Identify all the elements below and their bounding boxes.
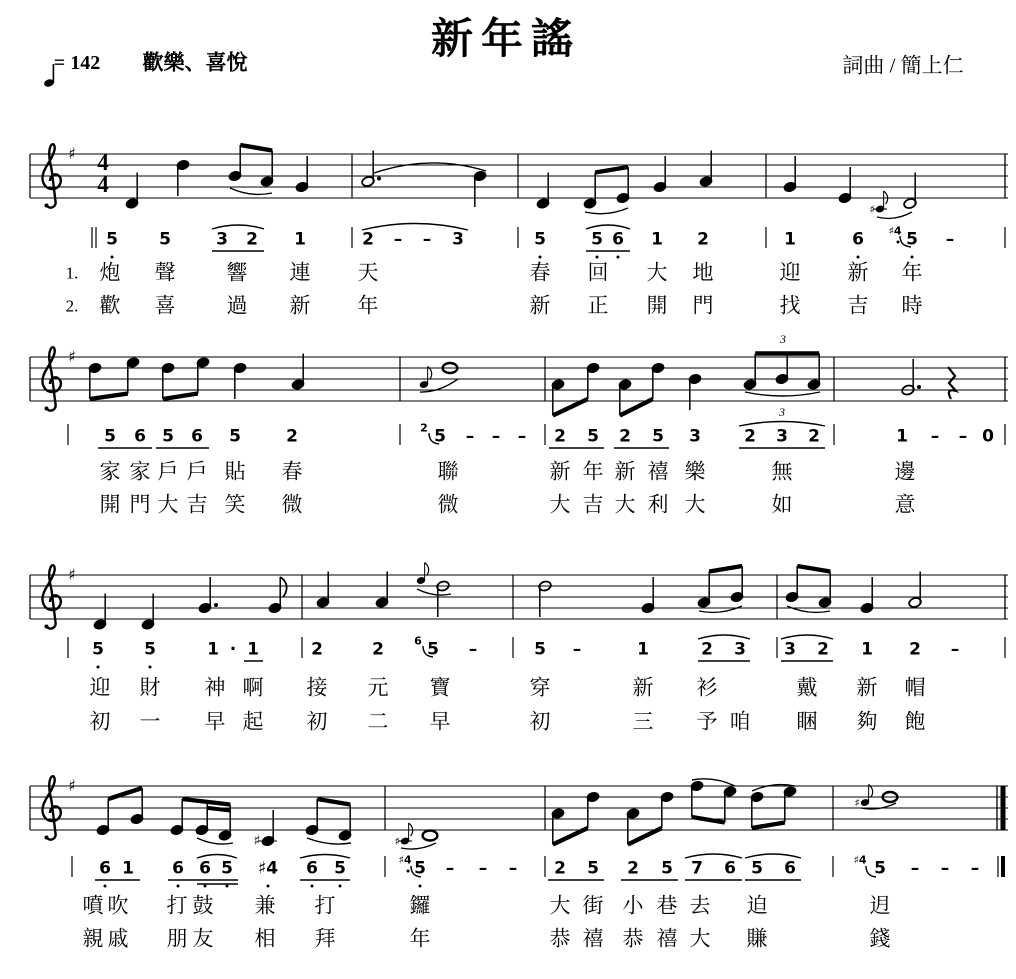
lyric-syllable: 恭	[622, 926, 644, 951]
lyric-syllable: 大	[157, 492, 179, 517]
lyric-syllable: 無	[771, 459, 793, 484]
treble-clef	[45, 836, 49, 840]
lyric-syllable: 拜	[314, 926, 336, 951]
lyric-syllable: 家	[99, 459, 121, 484]
jianpu-number: 3	[784, 639, 796, 660]
lyric-syllable: 大	[684, 492, 706, 517]
lyric-syllable: 財	[139, 675, 161, 700]
jianpu-grace-number: ♯4	[398, 853, 412, 867]
jianpu-number: 2	[627, 858, 639, 879]
grace-note	[420, 381, 429, 389]
lyric-syllable: 戚	[107, 926, 129, 951]
jianpu-number: 6	[172, 858, 184, 879]
key-signature-sharp: ♯	[68, 144, 76, 163]
lyric-syllable: 回	[587, 260, 609, 285]
beam	[163, 394, 198, 400]
lyric-syllable: 年	[901, 260, 923, 285]
jianpu-number: 1	[896, 426, 908, 447]
lyric-syllable: 夠	[856, 709, 878, 734]
jianpu-number: 6	[724, 858, 736, 879]
jianpu-number: 6	[784, 858, 796, 879]
jianpu-number: –	[393, 229, 403, 250]
lyric-syllable: 打	[166, 893, 188, 918]
octave-dot	[149, 666, 152, 669]
lyric-syllable: 新	[632, 675, 654, 700]
jianpu-number: 5	[221, 858, 233, 879]
jianpu-number: –	[950, 639, 960, 660]
lyric-syllable: 貼	[224, 459, 246, 484]
jianpu-slur	[586, 225, 630, 229]
lyric-syllable: 錢	[869, 926, 891, 951]
beam	[90, 394, 128, 400]
lyric-syllable: 家	[129, 459, 151, 484]
lyric-syllable: 地	[692, 260, 714, 285]
jianpu-number: 2	[697, 229, 709, 250]
octave-dot	[911, 256, 914, 259]
jianpu-number: 2	[554, 426, 566, 447]
lyric-syllable: 二	[367, 709, 389, 734]
jianpu-number: 5	[229, 426, 241, 447]
jianpu-number: –	[970, 858, 980, 879]
composer-credit: 詞曲 / 簡上仁	[842, 53, 964, 78]
whole-note	[423, 831, 438, 841]
jianpu-number: –	[422, 229, 432, 250]
key-signature-sharp: ♯	[68, 565, 76, 584]
jianpu-number: 5	[652, 426, 664, 447]
jianpu-slur	[781, 635, 833, 639]
treble-clef	[45, 407, 49, 411]
eighth-flag	[280, 577, 286, 597]
lyric-syllable: 去	[689, 893, 711, 918]
lyric-syllable: 笑	[224, 492, 246, 517]
sharp-accidental: ♯	[869, 203, 875, 216]
jianpu-number: 5	[906, 229, 918, 250]
lyric-syllable: 初	[306, 709, 328, 734]
grace-note	[417, 577, 426, 585]
lyric-syllable: 春	[529, 260, 551, 285]
jianpu-number: 5	[587, 426, 599, 447]
jianpu-number: 5	[661, 858, 673, 879]
jianpu-number: 2	[619, 426, 631, 447]
lyric-syllable: 開	[646, 293, 668, 318]
octave-dot	[407, 870, 410, 873]
octave-dot	[311, 885, 314, 888]
lyric-syllable: 微	[437, 492, 459, 517]
key-signature-sharp: ♯	[68, 347, 76, 366]
jianpu-slur	[745, 854, 801, 858]
jianpu-number: 1	[637, 639, 649, 660]
lyric-syllable: 吹	[107, 893, 129, 918]
jianpu-number: 6	[191, 426, 203, 447]
lyric-syllable: 喜	[154, 293, 176, 318]
jianpu-number: 2	[246, 229, 258, 250]
time-signature: 4	[97, 172, 109, 197]
lyric-syllable: 親	[82, 926, 104, 951]
jianpu-number: ·	[229, 639, 237, 660]
slur	[585, 208, 628, 214]
lyric-syllable: 歡	[99, 293, 121, 318]
jianpu-number: 2	[701, 639, 713, 660]
lyric-syllable: 門	[129, 492, 151, 517]
jianpu-grace-number: ♯4	[853, 853, 867, 867]
jianpu-number: 2	[286, 426, 298, 447]
jianpu-number: 2	[362, 229, 374, 250]
jianpu-number: 1	[207, 639, 219, 660]
octave-dot	[204, 885, 207, 888]
lyric-syllable: 禧	[647, 459, 669, 484]
jianpu-number: –	[478, 858, 488, 879]
jianpu-number: 1	[294, 229, 306, 250]
jianpu-slur	[212, 225, 264, 229]
lyric-syllable: 邊	[894, 459, 916, 484]
page-title: 新年謠	[430, 17, 582, 63]
jianpu-number: 5	[434, 426, 446, 447]
grace-note	[861, 799, 870, 807]
jianpu-number: 6	[306, 858, 318, 879]
jianpu-number: ♯4	[257, 858, 279, 879]
lyric-syllable: 時	[901, 293, 923, 318]
lyric-syllable: 迫	[746, 893, 768, 918]
jianpu-number: –	[508, 858, 518, 879]
treble-clef	[45, 204, 49, 208]
lyric-syllable: 新	[529, 293, 551, 318]
lyric-syllable: 小	[622, 893, 644, 918]
lyric-syllable: 鼓	[192, 893, 214, 918]
jianpu-number: 2	[554, 858, 566, 879]
lyric-syllable: 連	[289, 260, 311, 285]
lyric-syllable: 穿	[529, 675, 551, 700]
jianpu-number: 1	[861, 639, 873, 660]
octave-dot	[226, 885, 229, 888]
jianpu-grace-number: 2	[420, 421, 428, 435]
lyric-syllable: 新	[289, 293, 311, 318]
lyric-syllable: 聲	[154, 260, 176, 285]
jianpu-number: –	[945, 229, 955, 250]
lyric-syllable: 迎	[89, 675, 111, 700]
lyric-syllable: 聯	[437, 459, 459, 484]
jianpu-number: –	[910, 858, 920, 879]
treble-clef	[45, 625, 49, 629]
jianpu-number: 2	[744, 426, 756, 447]
jianpu-number: 2	[372, 639, 384, 660]
jianpu-number: 6	[852, 229, 864, 250]
beam	[752, 823, 785, 829]
lyric-syllable: 利	[647, 492, 669, 517]
lyric-syllable: 春	[281, 459, 303, 484]
jianpu-number: 5	[159, 229, 171, 250]
lyric-syllable: 迌	[869, 893, 891, 918]
tempo-marking: = 142	[53, 52, 101, 74]
lyric-syllable: 大	[549, 492, 571, 517]
jianpu-slur	[685, 854, 742, 858]
lyric-syllable: 啊	[242, 675, 264, 700]
jianpu-slur	[197, 855, 237, 859]
beam	[207, 808, 230, 811]
octave-dot	[177, 885, 180, 888]
lyric-syllable: 衫	[696, 675, 718, 700]
octave-dot	[596, 256, 599, 259]
lyric-syllable: 接	[306, 675, 328, 700]
jianpu-number: –	[517, 426, 527, 447]
octave-dot	[104, 885, 107, 888]
jianpu-number: 5	[414, 858, 426, 879]
lyric-syllable: 大	[646, 260, 668, 285]
jianpu-number: 5	[874, 858, 886, 879]
slur	[877, 212, 912, 218]
augmentation-dot	[214, 603, 218, 607]
lyric-syllable: 戴	[796, 675, 818, 700]
jianpu-number: 1	[651, 229, 663, 250]
jianpu-number: 3	[216, 229, 228, 250]
lyric-syllable: 飽	[904, 709, 926, 734]
octave-dot	[857, 256, 860, 259]
key-signature-sharp: ♯	[68, 776, 76, 795]
jianpu-number: 0	[982, 426, 994, 447]
jianpu-number: 6	[99, 858, 111, 879]
lyric-syllable: 戶	[186, 459, 208, 484]
jianpu-number: 5	[162, 426, 174, 447]
lyric-syllable: 意	[894, 492, 916, 517]
tuplet-number: 3	[780, 332, 786, 346]
beam	[709, 566, 742, 572]
tuplet-number: 3	[779, 405, 785, 419]
jianpu-number: 3	[689, 426, 701, 447]
octave-dot	[617, 256, 620, 259]
beam	[692, 817, 725, 823]
jianpu-number: –	[572, 639, 582, 660]
jianpu-number: 5	[534, 639, 546, 660]
jianpu-number: 6	[612, 229, 624, 250]
lyric-syllable: 大	[614, 492, 636, 517]
octave-dot	[897, 241, 900, 244]
lyric-syllable: 迎	[779, 260, 801, 285]
lyric-syllable: 賺	[746, 926, 768, 951]
lyric-syllable: 咱	[729, 709, 751, 734]
octave-dot	[97, 666, 100, 669]
jianpu-number: –	[940, 858, 950, 879]
slur	[745, 392, 820, 396]
octave-dot	[111, 256, 114, 259]
jianpu-number: 5	[104, 426, 116, 447]
lyric-syllable: 吉	[582, 492, 604, 517]
slur	[230, 188, 272, 194]
lyric-syllable: 門	[692, 293, 714, 318]
lyric-syllable: 新	[847, 260, 869, 285]
lyric-syllable: 寶	[429, 675, 451, 700]
jianpu-slur	[739, 422, 825, 427]
grace-flag	[425, 563, 429, 576]
jianpu-number: 6	[134, 426, 146, 447]
jianpu-number: 5	[427, 639, 439, 660]
lyric-syllable: 元	[367, 675, 389, 700]
lyric-syllable: 大	[689, 926, 711, 951]
lyric-syllable: 鑼	[409, 893, 431, 918]
lyric-syllable: 睏	[796, 709, 818, 734]
jianpu-grace-number: 6	[414, 634, 422, 648]
jianpu-number: 7	[691, 858, 703, 879]
lyric-syllable: 樂	[684, 459, 706, 484]
lyric-syllable: 如	[771, 492, 793, 517]
lyric-syllable: 新	[549, 459, 571, 484]
jianpu-number: 2	[817, 639, 829, 660]
jianpu-number: 5	[591, 229, 603, 250]
lyric-syllable: 恭	[549, 926, 571, 951]
augmentation-dot	[377, 177, 381, 181]
beam	[182, 799, 230, 805]
augmentation-dot	[917, 385, 921, 389]
jianpu-number: –	[930, 426, 940, 447]
beam	[595, 167, 628, 173]
jianpu-number: 1	[122, 858, 134, 879]
lyric-syllable: 正	[587, 293, 609, 318]
verse-number: 2.	[65, 296, 79, 316]
lyric-syllable: 年	[357, 293, 379, 318]
lyric-syllable: 神	[204, 675, 226, 700]
jianpu-number: 1	[247, 639, 259, 660]
lyric-syllable: 三	[632, 709, 654, 734]
jianpu-number: 1	[784, 229, 796, 250]
octave-dot	[539, 256, 542, 259]
jianpu-number: 5	[106, 229, 118, 250]
lyric-syllable: 初	[529, 709, 551, 734]
jianpu-number: –	[958, 426, 968, 447]
beam	[317, 799, 350, 805]
quarter-rest	[948, 367, 956, 399]
lyric-syllable: 兼	[254, 893, 276, 918]
lyric-syllable: 打	[314, 893, 336, 918]
beam	[240, 145, 272, 151]
jianpu-number: 6	[199, 858, 211, 879]
jianpu-number: 2	[311, 639, 323, 660]
lyric-syllable: 開	[99, 492, 121, 517]
lyric-syllable: 微	[281, 492, 303, 517]
jianpu-number: 2	[808, 426, 820, 447]
lyric-syllable: 禧	[582, 926, 604, 951]
octave-dot	[339, 885, 342, 888]
jianpu-number: 5	[92, 639, 104, 660]
lyric-syllable: 起	[242, 709, 264, 734]
jianpu-number: –	[491, 426, 501, 447]
jianpu-number: 5	[751, 858, 763, 879]
lyric-syllable: 相	[254, 926, 276, 951]
jianpu-number: 5	[334, 858, 346, 879]
jianpu-number: 3	[452, 229, 464, 250]
lyric-syllable: 響	[226, 260, 248, 285]
jianpu-number: 5	[587, 858, 599, 879]
lyric-syllable: 年	[582, 459, 604, 484]
lyric-syllable: 予	[696, 709, 718, 734]
sharp-accidental: ♯	[394, 835, 400, 848]
lyric-syllable: 巷	[656, 893, 678, 918]
lyric-syllable: 初	[89, 709, 111, 734]
lyric-syllable: 吉	[847, 293, 869, 318]
mood-text: 歡樂、喜悅	[142, 50, 248, 75]
lyric-syllable: 吉	[186, 492, 208, 517]
beam	[797, 566, 830, 572]
lyric-syllable: 新	[856, 675, 878, 700]
jianpu-grace-number: ♯4	[888, 224, 902, 238]
lyric-syllable: 友	[192, 926, 214, 951]
lyric-syllable: 炮	[99, 260, 121, 285]
lyric-syllable: 帽	[904, 675, 926, 700]
lyric-syllable: 早	[204, 709, 226, 734]
jianpu-number: 2	[909, 639, 921, 660]
lyric-syllable: 禧	[656, 926, 678, 951]
lyric-syllable: 街	[582, 893, 604, 918]
octave-dot	[267, 885, 270, 888]
jianpu-number: –	[465, 426, 475, 447]
sharp-accidental: ♯	[253, 833, 261, 849]
jianpu-number: –	[468, 639, 478, 660]
octave-dot	[419, 885, 422, 888]
lyric-syllable: 戶	[157, 459, 179, 484]
lyric-syllable: 一	[139, 709, 161, 734]
lyric-syllable: 早	[429, 709, 451, 734]
jianpu-number: 3	[734, 639, 746, 660]
lyric-syllable: 新	[614, 459, 636, 484]
verse-number: 1.	[65, 263, 79, 283]
jianpu-number: 3	[776, 426, 788, 447]
jianpu-slur	[698, 635, 750, 639]
lyric-syllable: 天	[357, 260, 379, 285]
jianpu-slur	[300, 855, 350, 859]
jianpu-number: 5	[534, 229, 546, 250]
lyric-syllable: 年	[409, 926, 431, 951]
jianpu-number: –	[445, 858, 455, 879]
time-signature: 4	[97, 150, 109, 175]
lyric-syllable: 噴	[82, 893, 104, 918]
lyric-syllable: 朋	[166, 926, 188, 951]
lyric-syllable: 過	[226, 293, 248, 318]
jianpu-number: 5	[144, 639, 156, 660]
lyric-syllable: 大	[549, 893, 571, 918]
lyric-syllable: 找	[779, 293, 801, 318]
sharp-accidental: ♯	[854, 796, 860, 810]
